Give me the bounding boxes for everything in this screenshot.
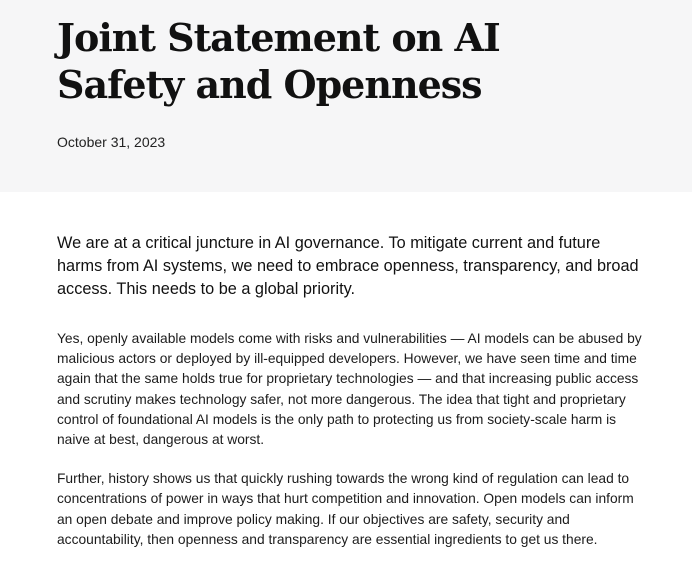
lede-paragraph: We are at a critical juncture in AI governance. To mitigate current and future harms from AI systems, we need to embrace openness, transparency, and broad access. This needs to be a global priority. xyxy=(57,234,639,298)
page-title-line-1: Joint Statement on AI xyxy=(57,15,500,60)
article-body xyxy=(57,232,647,569)
page-title-line-2: Safety and Openness xyxy=(57,62,482,107)
page-header xyxy=(0,0,692,192)
publish-date: October 31, 2023 xyxy=(57,134,166,150)
body-paragraph: Further, history shows us that quickly rushing towards the wrong kind of regulation can lead to concentrations of power in ways that hurt competition and innovation. Open models can inform an open debate and improve policy making. If our objectives are safety, security and accountability, then openness and transparency are essential ingredients to get us there. xyxy=(57,471,634,547)
page-title xyxy=(57,14,657,108)
body-paragraph: Yes, openly available models come with risks and vulnerabilities — AI models can be abused by malicious actors or deployed by ill-equipped developers. However, we have seen time and time again that the same holds true for proprietary technologies — and that increasing public access and scrutiny makes technology safer, not more dangerous. The idea that tight and proprietary control of foundational AI models is the only path to protecting us from society-scale harm is naive at best, dangerous at worst. xyxy=(57,331,642,448)
